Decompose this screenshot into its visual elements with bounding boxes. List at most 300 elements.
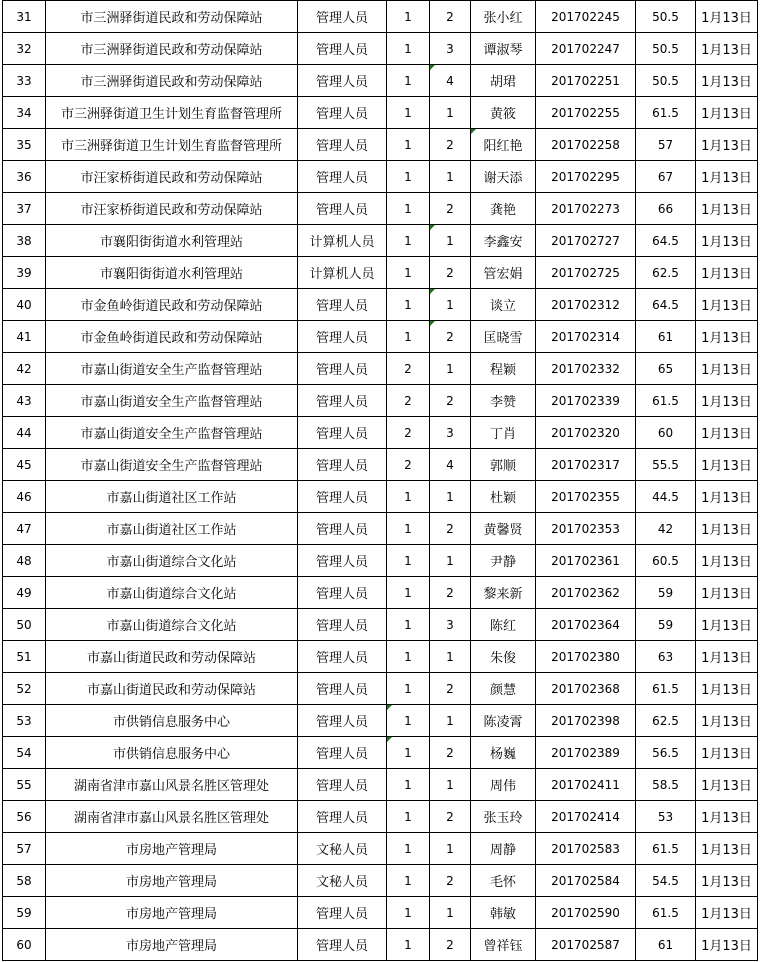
post-cell: 管理人员 xyxy=(298,97,387,129)
date-cell: 1月13日 xyxy=(696,865,758,897)
rank-cell: 2 xyxy=(430,929,471,961)
score-cell: 61 xyxy=(636,321,696,353)
name-cell: 尹静 xyxy=(471,545,536,577)
rank-cell: 4 xyxy=(430,449,471,481)
ticket-number-cell: 201702414 xyxy=(536,801,636,833)
table-row xyxy=(3,737,758,769)
post-cell: 管理人员 xyxy=(298,705,387,737)
table-body xyxy=(3,1,758,961)
name-cell: 杜颖 xyxy=(471,481,536,513)
rank-cell: 3 xyxy=(430,609,471,641)
post-cell: 管理人员 xyxy=(298,673,387,705)
row-number-cell: 49 xyxy=(3,577,46,609)
unit-cell: 市金鱼岭街道民政和劳动保障站 xyxy=(46,289,298,321)
ticket-number-cell: 201702411 xyxy=(536,769,636,801)
name-cell: 杨巍 xyxy=(471,737,536,769)
ticket-number-cell: 201702590 xyxy=(536,897,636,929)
date-cell: 1月13日 xyxy=(696,737,758,769)
table-row xyxy=(3,1,758,33)
post-cell: 文秘人员 xyxy=(298,865,387,897)
name-cell: 谢天添 xyxy=(471,161,536,193)
name-cell: 谈立 xyxy=(471,289,536,321)
quota-cell: 1 xyxy=(387,225,430,257)
rank-cell: 1 xyxy=(430,481,471,513)
row-number-cell: 39 xyxy=(3,257,46,289)
table-row xyxy=(3,385,758,417)
row-number-cell: 37 xyxy=(3,193,46,225)
table-row xyxy=(3,321,758,353)
rank-cell: 2 xyxy=(430,321,471,353)
quota-cell: 1 xyxy=(387,33,430,65)
quota-cell: 1 xyxy=(387,737,430,769)
date-cell: 1月13日 xyxy=(696,225,758,257)
post-cell: 文秘人员 xyxy=(298,833,387,865)
post-cell: 管理人员 xyxy=(298,289,387,321)
score-cell: 57 xyxy=(636,129,696,161)
ticket-number-cell: 201702245 xyxy=(536,1,636,33)
ticket-number-cell: 201702251 xyxy=(536,65,636,97)
name-cell: 张小红 xyxy=(471,1,536,33)
quota-cell: 1 xyxy=(387,769,430,801)
quota-cell: 1 xyxy=(387,641,430,673)
score-cell: 55.5 xyxy=(636,449,696,481)
unit-cell: 市嘉山街道综合文化站 xyxy=(46,577,298,609)
table-row xyxy=(3,161,758,193)
date-cell: 1月13日 xyxy=(696,33,758,65)
row-number-cell: 55 xyxy=(3,769,46,801)
unit-cell: 市房地产管理局 xyxy=(46,929,298,961)
quota-cell: 2 xyxy=(387,353,430,385)
unit-cell: 市金鱼岭街道民政和劳动保障站 xyxy=(46,321,298,353)
date-cell: 1月13日 xyxy=(696,833,758,865)
rank-cell: 2 xyxy=(430,385,471,417)
score-cell: 59 xyxy=(636,609,696,641)
ticket-number-cell: 201702353 xyxy=(536,513,636,545)
score-cell: 50.5 xyxy=(636,33,696,65)
ticket-number-cell: 201702247 xyxy=(536,33,636,65)
unit-cell: 市三洲驿街道卫生计划生育监督管理所 xyxy=(46,129,298,161)
ticket-number-cell: 201702727 xyxy=(536,225,636,257)
score-cell: 67 xyxy=(636,161,696,193)
row-number-cell: 36 xyxy=(3,161,46,193)
rank-cell: 1 xyxy=(430,161,471,193)
quota-cell: 1 xyxy=(387,609,430,641)
date-cell: 1月13日 xyxy=(696,577,758,609)
score-cell: 60.5 xyxy=(636,545,696,577)
score-cell: 53 xyxy=(636,801,696,833)
date-cell: 1月13日 xyxy=(696,705,758,737)
unit-cell: 市襄阳街街道水利管理站 xyxy=(46,257,298,289)
name-cell: 李赞 xyxy=(471,385,536,417)
quota-cell: 1 xyxy=(387,257,430,289)
unit-cell: 市汪家桥街道民政和劳动保障站 xyxy=(46,161,298,193)
score-cell: 61 xyxy=(636,929,696,961)
row-number-cell: 57 xyxy=(3,833,46,865)
rank-cell: 1 xyxy=(430,353,471,385)
unit-cell: 市三洲驿街道民政和劳动保障站 xyxy=(46,1,298,33)
score-cell: 63 xyxy=(636,641,696,673)
score-cell: 56.5 xyxy=(636,737,696,769)
table-row xyxy=(3,833,758,865)
score-cell: 59 xyxy=(636,577,696,609)
rank-cell: 2 xyxy=(430,513,471,545)
post-cell: 管理人员 xyxy=(298,129,387,161)
row-number-cell: 56 xyxy=(3,801,46,833)
date-cell: 1月13日 xyxy=(696,641,758,673)
name-cell: 张玉玲 xyxy=(471,801,536,833)
rank-cell: 2 xyxy=(430,737,471,769)
ticket-number-cell: 201702368 xyxy=(536,673,636,705)
name-cell: 毛怀 xyxy=(471,865,536,897)
date-cell: 1月13日 xyxy=(696,673,758,705)
name-cell: 管宏娟 xyxy=(471,257,536,289)
table-row xyxy=(3,801,758,833)
quota-cell: 1 xyxy=(387,705,430,737)
score-cell: 62.5 xyxy=(636,257,696,289)
unit-cell: 市襄阳街街道水利管理站 xyxy=(46,225,298,257)
date-cell: 1月13日 xyxy=(696,929,758,961)
table-row xyxy=(3,129,758,161)
name-cell: 李鑫安 xyxy=(471,225,536,257)
score-cell: 61.5 xyxy=(636,385,696,417)
date-cell: 1月13日 xyxy=(696,417,758,449)
rank-cell: 2 xyxy=(430,673,471,705)
rank-cell: 1 xyxy=(430,897,471,929)
table-row xyxy=(3,769,758,801)
unit-cell: 市嘉山街道社区工作站 xyxy=(46,481,298,513)
name-cell: 陈凌霄 xyxy=(471,705,536,737)
row-number-cell: 51 xyxy=(3,641,46,673)
ticket-number-cell: 201702389 xyxy=(536,737,636,769)
date-cell: 1月13日 xyxy=(696,385,758,417)
score-cell: 50.5 xyxy=(636,1,696,33)
row-number-cell: 58 xyxy=(3,865,46,897)
name-cell: 阳红艳 xyxy=(471,129,536,161)
name-cell: 程颖 xyxy=(471,353,536,385)
post-cell: 管理人员 xyxy=(298,449,387,481)
ticket-number-cell: 201702332 xyxy=(536,353,636,385)
rank-cell: 2 xyxy=(430,257,471,289)
unit-cell: 市汪家桥街道民政和劳动保障站 xyxy=(46,193,298,225)
ticket-number-cell: 201702295 xyxy=(536,161,636,193)
post-cell: 管理人员 xyxy=(298,769,387,801)
table-row xyxy=(3,225,758,257)
ticket-number-cell: 201702725 xyxy=(536,257,636,289)
unit-cell: 市供销信息服务中心 xyxy=(46,737,298,769)
table-row xyxy=(3,193,758,225)
quota-cell: 1 xyxy=(387,129,430,161)
post-cell: 计算机人员 xyxy=(298,257,387,289)
post-cell: 管理人员 xyxy=(298,193,387,225)
post-cell: 管理人员 xyxy=(298,417,387,449)
table-row xyxy=(3,545,758,577)
row-number-cell: 40 xyxy=(3,289,46,321)
quota-cell: 1 xyxy=(387,801,430,833)
name-cell: 黎来新 xyxy=(471,577,536,609)
row-number-cell: 46 xyxy=(3,481,46,513)
score-cell: 61.5 xyxy=(636,833,696,865)
date-cell: 1月13日 xyxy=(696,289,758,321)
ticket-number-cell: 201702355 xyxy=(536,481,636,513)
date-cell: 1月13日 xyxy=(696,353,758,385)
ticket-number-cell: 201702587 xyxy=(536,929,636,961)
score-cell: 61.5 xyxy=(636,673,696,705)
post-cell: 管理人员 xyxy=(298,385,387,417)
date-cell: 1月13日 xyxy=(696,801,758,833)
score-cell: 54.5 xyxy=(636,865,696,897)
table-row xyxy=(3,65,758,97)
unit-cell: 市嘉山街道安全生产监督管理站 xyxy=(46,385,298,417)
rank-cell: 1 xyxy=(430,545,471,577)
row-number-cell: 32 xyxy=(3,33,46,65)
rank-cell: 2 xyxy=(430,129,471,161)
unit-cell: 市嘉山街道安全生产监督管理站 xyxy=(46,417,298,449)
post-cell: 管理人员 xyxy=(298,353,387,385)
table-row xyxy=(3,353,758,385)
quota-cell: 1 xyxy=(387,833,430,865)
name-cell: 韩敏 xyxy=(471,897,536,929)
quota-cell: 1 xyxy=(387,513,430,545)
post-cell: 管理人员 xyxy=(298,801,387,833)
score-cell: 42 xyxy=(636,513,696,545)
table-row xyxy=(3,865,758,897)
score-cell: 50.5 xyxy=(636,65,696,97)
row-number-cell: 47 xyxy=(3,513,46,545)
post-cell: 管理人员 xyxy=(298,545,387,577)
table-row xyxy=(3,897,758,929)
unit-cell: 湖南省津市嘉山风景名胜区管理处 xyxy=(46,801,298,833)
date-cell: 1月13日 xyxy=(696,513,758,545)
score-cell: 62.5 xyxy=(636,705,696,737)
ticket-number-cell: 201702255 xyxy=(536,97,636,129)
name-cell: 郭顺 xyxy=(471,449,536,481)
post-cell: 管理人员 xyxy=(298,897,387,929)
row-number-cell: 35 xyxy=(3,129,46,161)
post-cell: 管理人员 xyxy=(298,161,387,193)
name-cell: 周静 xyxy=(471,833,536,865)
score-cell: 64.5 xyxy=(636,289,696,321)
row-number-cell: 43 xyxy=(3,385,46,417)
unit-cell: 市嘉山街道安全生产监督管理站 xyxy=(46,353,298,385)
post-cell: 管理人员 xyxy=(298,641,387,673)
row-number-cell: 54 xyxy=(3,737,46,769)
unit-cell: 市嘉山街道民政和劳动保障站 xyxy=(46,641,298,673)
table-row xyxy=(3,577,758,609)
date-cell: 1月13日 xyxy=(696,545,758,577)
quota-cell: 1 xyxy=(387,673,430,705)
row-number-cell: 53 xyxy=(3,705,46,737)
score-cell: 65 xyxy=(636,353,696,385)
table-row xyxy=(3,449,758,481)
quota-cell: 1 xyxy=(387,1,430,33)
quota-cell: 2 xyxy=(387,385,430,417)
ticket-number-cell: 201702273 xyxy=(536,193,636,225)
quota-cell: 1 xyxy=(387,577,430,609)
rank-cell: 4 xyxy=(430,65,471,97)
date-cell: 1月13日 xyxy=(696,129,758,161)
post-cell: 管理人员 xyxy=(298,1,387,33)
unit-cell: 市嘉山街道民政和劳动保障站 xyxy=(46,673,298,705)
row-number-cell: 45 xyxy=(3,449,46,481)
table-row xyxy=(3,97,758,129)
quota-cell: 1 xyxy=(387,545,430,577)
post-cell: 管理人员 xyxy=(298,481,387,513)
score-cell: 61.5 xyxy=(636,97,696,129)
quota-cell: 1 xyxy=(387,481,430,513)
ticket-number-cell: 201702362 xyxy=(536,577,636,609)
date-cell: 1月13日 xyxy=(696,769,758,801)
ticket-number-cell: 201702258 xyxy=(536,129,636,161)
table-row xyxy=(3,417,758,449)
quota-cell: 2 xyxy=(387,417,430,449)
row-number-cell: 44 xyxy=(3,417,46,449)
quota-cell: 1 xyxy=(387,161,430,193)
score-cell: 66 xyxy=(636,193,696,225)
date-cell: 1月13日 xyxy=(696,1,758,33)
ticket-number-cell: 201702380 xyxy=(536,641,636,673)
rank-cell: 1 xyxy=(430,641,471,673)
unit-cell: 市供销信息服务中心 xyxy=(46,705,298,737)
date-cell: 1月13日 xyxy=(696,897,758,929)
rank-cell: 3 xyxy=(430,417,471,449)
ticket-number-cell: 201702317 xyxy=(536,449,636,481)
ticket-number-cell: 201702314 xyxy=(536,321,636,353)
post-cell: 管理人员 xyxy=(298,609,387,641)
date-cell: 1月13日 xyxy=(696,161,758,193)
post-cell: 管理人员 xyxy=(298,929,387,961)
row-number-cell: 52 xyxy=(3,673,46,705)
ticket-number-cell: 201702312 xyxy=(536,289,636,321)
rank-cell: 2 xyxy=(430,193,471,225)
score-cell: 60 xyxy=(636,417,696,449)
score-cell: 58.5 xyxy=(636,769,696,801)
unit-cell: 市房地产管理局 xyxy=(46,897,298,929)
table-row xyxy=(3,673,758,705)
table-row xyxy=(3,33,758,65)
row-number-cell: 42 xyxy=(3,353,46,385)
unit-cell: 市三洲驿街道卫生计划生育监督管理所 xyxy=(46,97,298,129)
ticket-number-cell: 201702583 xyxy=(536,833,636,865)
row-number-cell: 50 xyxy=(3,609,46,641)
row-number-cell: 60 xyxy=(3,929,46,961)
ticket-number-cell: 201702361 xyxy=(536,545,636,577)
table-row xyxy=(3,641,758,673)
ticket-number-cell: 201702398 xyxy=(536,705,636,737)
name-cell: 陈红 xyxy=(471,609,536,641)
ticket-number-cell: 201702364 xyxy=(536,609,636,641)
name-cell: 谭淑琴 xyxy=(471,33,536,65)
rank-cell: 1 xyxy=(430,833,471,865)
rank-cell: 2 xyxy=(430,577,471,609)
ticket-number-cell: 201702584 xyxy=(536,865,636,897)
date-cell: 1月13日 xyxy=(696,257,758,289)
quota-cell: 2 xyxy=(387,449,430,481)
name-cell: 黄馨贤 xyxy=(471,513,536,545)
quota-cell: 1 xyxy=(387,929,430,961)
table-row xyxy=(3,289,758,321)
table-row xyxy=(3,513,758,545)
post-cell: 管理人员 xyxy=(298,577,387,609)
name-cell: 匡晓雪 xyxy=(471,321,536,353)
rank-cell: 1 xyxy=(430,97,471,129)
results-table xyxy=(2,0,758,961)
rank-cell: 1 xyxy=(430,769,471,801)
name-cell: 丁肖 xyxy=(471,417,536,449)
unit-cell: 市房地产管理局 xyxy=(46,833,298,865)
score-cell: 64.5 xyxy=(636,225,696,257)
post-cell: 管理人员 xyxy=(298,513,387,545)
quota-cell: 1 xyxy=(387,65,430,97)
date-cell: 1月13日 xyxy=(696,481,758,513)
rank-cell: 2 xyxy=(430,801,471,833)
unit-cell: 市嘉山街道社区工作站 xyxy=(46,513,298,545)
rank-cell: 2 xyxy=(430,1,471,33)
table-row xyxy=(3,257,758,289)
ticket-number-cell: 201702320 xyxy=(536,417,636,449)
date-cell: 1月13日 xyxy=(696,65,758,97)
unit-cell: 市房地产管理局 xyxy=(46,865,298,897)
name-cell: 朱俊 xyxy=(471,641,536,673)
score-cell: 61.5 xyxy=(636,897,696,929)
rank-cell: 1 xyxy=(430,225,471,257)
name-cell: 黄筱 xyxy=(471,97,536,129)
quota-cell: 1 xyxy=(387,97,430,129)
row-number-cell: 33 xyxy=(3,65,46,97)
date-cell: 1月13日 xyxy=(696,321,758,353)
score-cell: 44.5 xyxy=(636,481,696,513)
table-row xyxy=(3,929,758,961)
unit-cell: 湖南省津市嘉山风景名胜区管理处 xyxy=(46,769,298,801)
rank-cell: 2 xyxy=(430,865,471,897)
post-cell: 计算机人员 xyxy=(298,225,387,257)
table-row xyxy=(3,705,758,737)
unit-cell: 市三洲驿街道民政和劳动保障站 xyxy=(46,33,298,65)
row-number-cell: 34 xyxy=(3,97,46,129)
rank-cell: 1 xyxy=(430,289,471,321)
row-number-cell: 48 xyxy=(3,545,46,577)
post-cell: 管理人员 xyxy=(298,737,387,769)
table-row xyxy=(3,481,758,513)
quota-cell: 1 xyxy=(387,897,430,929)
quota-cell: 1 xyxy=(387,865,430,897)
quota-cell: 1 xyxy=(387,289,430,321)
table-row xyxy=(3,609,758,641)
quota-cell: 1 xyxy=(387,193,430,225)
post-cell: 管理人员 xyxy=(298,33,387,65)
date-cell: 1月13日 xyxy=(696,609,758,641)
quota-cell: 1 xyxy=(387,321,430,353)
rank-cell: 3 xyxy=(430,33,471,65)
post-cell: 管理人员 xyxy=(298,65,387,97)
unit-cell: 市嘉山街道安全生产监督管理站 xyxy=(46,449,298,481)
ticket-number-cell: 201702339 xyxy=(536,385,636,417)
unit-cell: 市三洲驿街道民政和劳动保障站 xyxy=(46,65,298,97)
unit-cell: 市嘉山街道综合文化站 xyxy=(46,609,298,641)
post-cell: 管理人员 xyxy=(298,321,387,353)
name-cell: 曾祥钰 xyxy=(471,929,536,961)
date-cell: 1月13日 xyxy=(696,97,758,129)
date-cell: 1月13日 xyxy=(696,193,758,225)
name-cell: 周伟 xyxy=(471,769,536,801)
name-cell: 胡珺 xyxy=(471,65,536,97)
date-cell: 1月13日 xyxy=(696,449,758,481)
name-cell: 龚艳 xyxy=(471,193,536,225)
unit-cell: 市嘉山街道综合文化站 xyxy=(46,545,298,577)
name-cell: 颜慧 xyxy=(471,673,536,705)
rank-cell: 1 xyxy=(430,705,471,737)
row-number-cell: 59 xyxy=(3,897,46,929)
row-number-cell: 31 xyxy=(3,1,46,33)
